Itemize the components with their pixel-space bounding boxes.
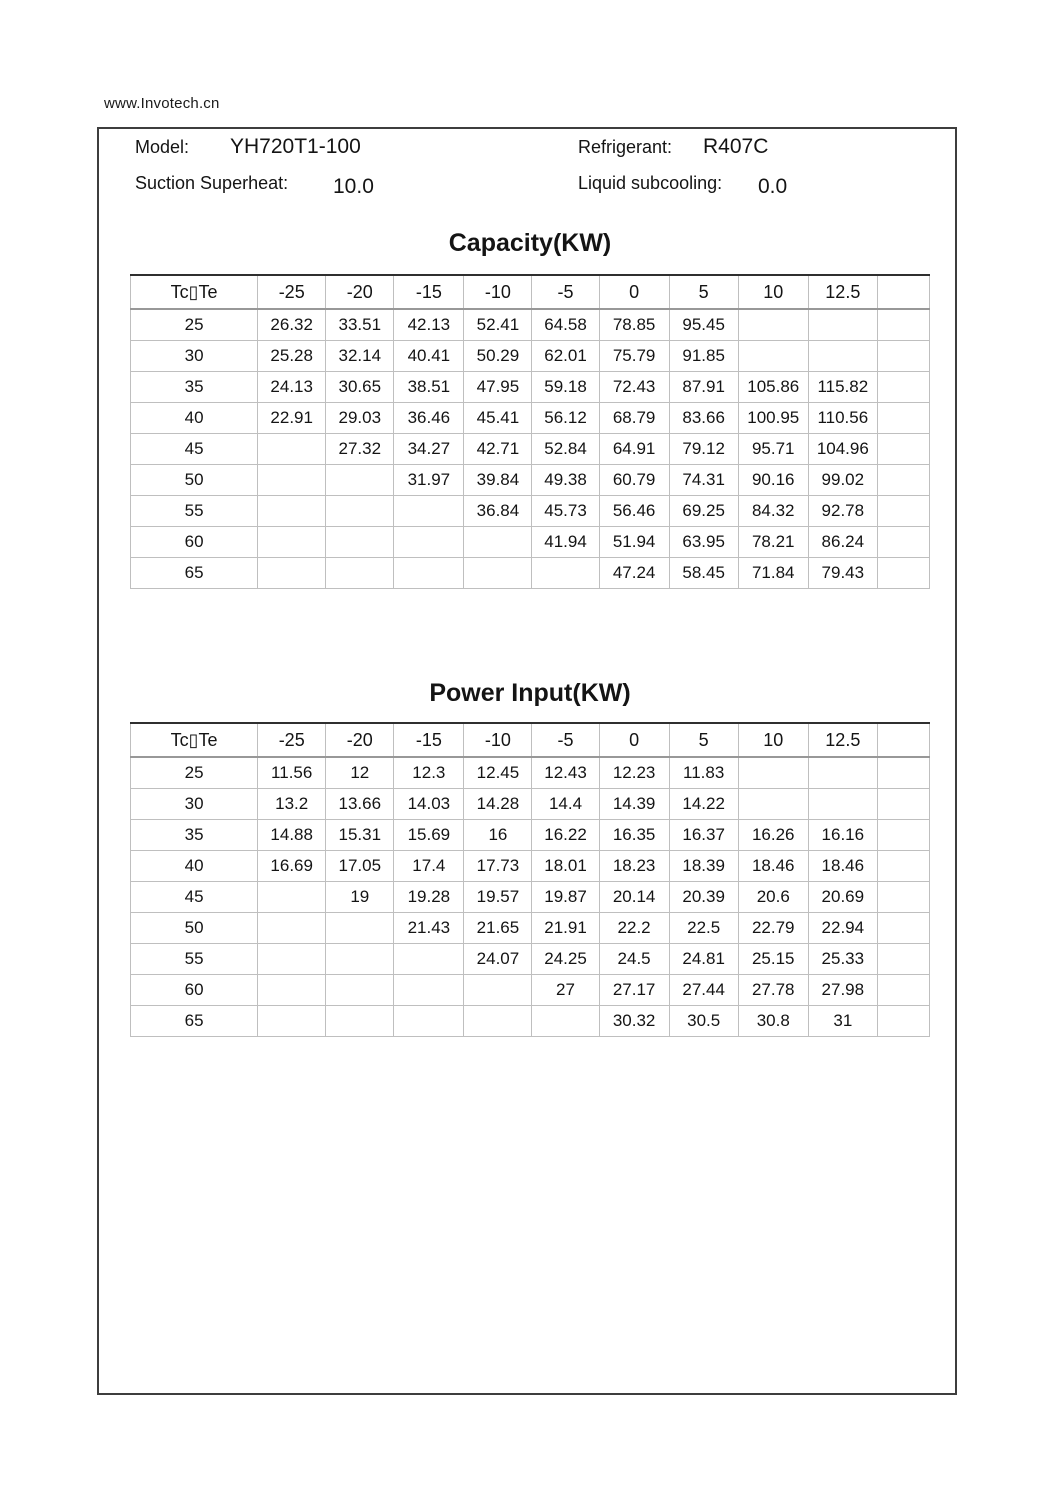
table-cell: [326, 558, 394, 589]
row-header: 25: [131, 309, 258, 341]
table-cell: 20.14: [599, 882, 669, 913]
table-cell: 16.26: [738, 820, 808, 851]
column-header: 0: [599, 723, 669, 757]
table-cell: 14.39: [599, 789, 669, 820]
table-cell: [877, 496, 929, 527]
table-cell: [877, 1006, 929, 1037]
row-header: 45: [131, 434, 258, 465]
table-cell: 64.91: [599, 434, 669, 465]
column-header: -10: [464, 275, 532, 309]
table-cell: 16.16: [808, 820, 877, 851]
table-cell: 38.51: [394, 372, 464, 403]
table-cell: 83.66: [669, 403, 738, 434]
table-cell: [258, 882, 326, 913]
table-cell: 17.73: [464, 851, 532, 882]
table-cell: [394, 944, 464, 975]
table-cell: 115.82: [808, 372, 877, 403]
table-cell: 74.31: [669, 465, 738, 496]
table-cell: 79.12: [669, 434, 738, 465]
table-cell: 14.03: [394, 789, 464, 820]
table-cell: 87.91: [669, 372, 738, 403]
table-cell: 21.43: [394, 913, 464, 944]
table-cell: 71.84: [738, 558, 808, 589]
table-cell: 16: [464, 820, 532, 851]
table-cell: [326, 527, 394, 558]
table-cell: 100.95: [738, 403, 808, 434]
table-cell: [877, 372, 929, 403]
table-header-row: [131, 275, 930, 309]
table-cell: 30.5: [669, 1006, 738, 1037]
column-header: -25: [258, 275, 326, 309]
table-cell: 36.84: [464, 496, 532, 527]
table-cell: 17.05: [326, 851, 394, 882]
table-cell: 19.87: [532, 882, 599, 913]
table-cell: 39.84: [464, 465, 532, 496]
table-cell: [877, 851, 929, 882]
liquid-subcooling-label: Liquid subcooling:: [578, 173, 723, 193]
row-header: 50: [131, 913, 258, 944]
table-cell: 12.3: [394, 757, 464, 789]
table-cell: [464, 558, 532, 589]
table-cell: [877, 882, 929, 913]
table-cell: 26.32: [258, 309, 326, 341]
table-cell: [258, 558, 326, 589]
table-cell: 14.28: [464, 789, 532, 820]
table-cell: [738, 341, 808, 372]
table-cell: [326, 944, 394, 975]
table-cell: [258, 1006, 326, 1037]
table-cell: 21.91: [532, 913, 599, 944]
table-cell: [258, 434, 326, 465]
table-cell: 14.22: [669, 789, 738, 820]
table-cell: [877, 820, 929, 851]
row-header: 45: [131, 882, 258, 913]
row-header: 25: [131, 757, 258, 789]
table-cell: [464, 975, 532, 1006]
row-header: 50: [131, 465, 258, 496]
suction-superheat-value: 10.0: [333, 175, 374, 198]
table-cell: 41.94: [532, 527, 599, 558]
table-cell: 14.88: [258, 820, 326, 851]
refrigerant-value: R407C: [703, 135, 769, 158]
table-cell: 24.25: [532, 944, 599, 975]
table-cell: [532, 558, 599, 589]
model-value: YH720T1-100: [230, 135, 361, 158]
table-cell: 47.24: [599, 558, 669, 589]
column-header: 10: [738, 723, 808, 757]
table-cell: 45.41: [464, 403, 532, 434]
table-cell: [877, 944, 929, 975]
row-header: 40: [131, 403, 258, 434]
table-cell: 20.69: [808, 882, 877, 913]
table-cell: 22.2: [599, 913, 669, 944]
table-cell: 20.39: [669, 882, 738, 913]
table-cell: 13.66: [326, 789, 394, 820]
table-cell: 78.85: [599, 309, 669, 341]
table-cell: 64.58: [532, 309, 599, 341]
table-cell: 95.45: [669, 309, 738, 341]
table-cell: 27.98: [808, 975, 877, 1006]
table-cell: [808, 757, 877, 789]
table-cell: 19.57: [464, 882, 532, 913]
row-header: 65: [131, 1006, 258, 1037]
row-header: 60: [131, 975, 258, 1006]
table-cell: 18.46: [808, 851, 877, 882]
table-cell: [394, 975, 464, 1006]
table-cell: 18.46: [738, 851, 808, 882]
table-cell: [808, 789, 877, 820]
table-cell: 19.28: [394, 882, 464, 913]
table-cell: [877, 975, 929, 1006]
table-cell: 27.78: [738, 975, 808, 1006]
table-cell: 16.69: [258, 851, 326, 882]
table-cell: 29.03: [326, 403, 394, 434]
table-cell: 105.86: [738, 372, 808, 403]
row-header: 35: [131, 820, 258, 851]
row-header: 30: [131, 341, 258, 372]
column-header: -15: [394, 723, 464, 757]
table-cell: 104.96: [808, 434, 877, 465]
table-row: [131, 882, 930, 913]
table-cell: [326, 913, 394, 944]
table-cell: [877, 434, 929, 465]
table-cell: 25.28: [258, 341, 326, 372]
column-header: -10: [464, 723, 532, 757]
column-header: -20: [326, 275, 394, 309]
table-cell: 22.91: [258, 403, 326, 434]
site-url: www.Invotech.cn: [104, 95, 220, 112]
table-cell: 45.73: [532, 496, 599, 527]
table-cell: 12: [326, 757, 394, 789]
column-header: -5: [532, 275, 599, 309]
table-cell: 42.13: [394, 309, 464, 341]
table-cell: 75.79: [599, 341, 669, 372]
table-cell: [738, 789, 808, 820]
table-cell: 17.4: [394, 851, 464, 882]
table-header-row: [131, 723, 930, 757]
table-cell: 25.33: [808, 944, 877, 975]
column-header: [877, 275, 929, 309]
table-cell: 22.79: [738, 913, 808, 944]
table-row: [131, 341, 930, 372]
table-cell: 11.83: [669, 757, 738, 789]
row-header: 35: [131, 372, 258, 403]
table-row: [131, 465, 930, 496]
table-cell: 72.43: [599, 372, 669, 403]
table-cell: 30.32: [599, 1006, 669, 1037]
corner-header-tc-te: Tc▯Te: [131, 275, 258, 309]
column-header: [877, 723, 929, 757]
column-header: -25: [258, 723, 326, 757]
table-cell: 56.12: [532, 403, 599, 434]
column-header: 10: [738, 275, 808, 309]
table-cell: [877, 465, 929, 496]
table-cell: 47.95: [464, 372, 532, 403]
table-cell: [738, 309, 808, 341]
table-cell: 27.17: [599, 975, 669, 1006]
table-cell: [877, 789, 929, 820]
table-cell: 56.46: [599, 496, 669, 527]
table-cell: 59.18: [532, 372, 599, 403]
table-cell: 11.56: [258, 757, 326, 789]
table-cell: 18.01: [532, 851, 599, 882]
table-cell: 90.16: [738, 465, 808, 496]
table-cell: 30.8: [738, 1006, 808, 1037]
table-cell: 19: [326, 882, 394, 913]
table-row: [131, 434, 930, 465]
table-cell: 99.02: [808, 465, 877, 496]
table-row: [131, 789, 930, 820]
refrigerant-label: Refrigerant:: [578, 137, 673, 157]
table-row: [131, 403, 930, 434]
table-cell: 51.94: [599, 527, 669, 558]
table-cell: 12.45: [464, 757, 532, 789]
table-cell: [394, 1006, 464, 1037]
table-cell: 52.84: [532, 434, 599, 465]
table-cell: 36.46: [394, 403, 464, 434]
row-header: 55: [131, 944, 258, 975]
table-cell: [877, 757, 929, 789]
table-cell: 84.32: [738, 496, 808, 527]
table-cell: 40.41: [394, 341, 464, 372]
table-cell: [877, 341, 929, 372]
table-cell: 24.5: [599, 944, 669, 975]
column-header: -20: [326, 723, 394, 757]
table-cell: 24.81: [669, 944, 738, 975]
table-cell: [394, 496, 464, 527]
table-cell: 63.95: [669, 527, 738, 558]
table-cell: 79.43: [808, 558, 877, 589]
table-cell: 58.45: [669, 558, 738, 589]
table-cell: 15.69: [394, 820, 464, 851]
table-cell: 27.32: [326, 434, 394, 465]
table-cell: [877, 309, 929, 341]
table-cell: 22.94: [808, 913, 877, 944]
table-cell: [738, 757, 808, 789]
table-cell: 49.38: [532, 465, 599, 496]
row-header: 40: [131, 851, 258, 882]
column-header: 12.5: [808, 275, 877, 309]
table-cell: [394, 558, 464, 589]
table-cell: [808, 309, 877, 341]
table-row: [131, 372, 930, 403]
table-cell: [326, 975, 394, 1006]
table-cell: 24.07: [464, 944, 532, 975]
table-cell: 25.15: [738, 944, 808, 975]
column-header: -5: [532, 723, 599, 757]
table-cell: 31.97: [394, 465, 464, 496]
table-row: [131, 527, 930, 558]
table-cell: [258, 944, 326, 975]
column-header: 5: [669, 275, 738, 309]
table-cell: 24.13: [258, 372, 326, 403]
table-cell: 62.01: [532, 341, 599, 372]
table-cell: [464, 527, 532, 558]
table-row: [131, 558, 930, 589]
table-row: [131, 1006, 930, 1037]
row-header: 65: [131, 558, 258, 589]
table-cell: 27.44: [669, 975, 738, 1006]
table-cell: [326, 1006, 394, 1037]
table-row: [131, 913, 930, 944]
table-cell: 27: [532, 975, 599, 1006]
table-cell: [877, 558, 929, 589]
capacity-table: [130, 274, 930, 589]
liquid-subcooling-value: 0.0: [758, 175, 788, 198]
table-row: [131, 944, 930, 975]
table-cell: 69.25: [669, 496, 738, 527]
table-cell: [326, 465, 394, 496]
column-header: 5: [669, 723, 738, 757]
table-row: [131, 851, 930, 882]
table-cell: 110.56: [808, 403, 877, 434]
table-cell: 18.23: [599, 851, 669, 882]
table-cell: 30.65: [326, 372, 394, 403]
table-cell: 20.6: [738, 882, 808, 913]
table-cell: [258, 496, 326, 527]
table-cell: 32.14: [326, 341, 394, 372]
table-cell: 50.29: [464, 341, 532, 372]
table-cell: 42.71: [464, 434, 532, 465]
table-cell: 95.71: [738, 434, 808, 465]
datasheet-frame: [97, 127, 957, 1395]
table-cell: [464, 1006, 532, 1037]
table-cell: 86.24: [808, 527, 877, 558]
table-cell: [258, 527, 326, 558]
table-cell: 52.41: [464, 309, 532, 341]
table-cell: [258, 465, 326, 496]
table-cell: 33.51: [326, 309, 394, 341]
table-cell: [258, 913, 326, 944]
table-cell: 16.35: [599, 820, 669, 851]
corner-header-tc-te: Tc▯Te: [131, 723, 258, 757]
column-header: -15: [394, 275, 464, 309]
column-header: 0: [599, 275, 669, 309]
power-input-table-title: Power Input(KW): [429, 679, 631, 707]
table-cell: 34.27: [394, 434, 464, 465]
row-header: 60: [131, 527, 258, 558]
table-cell: [532, 1006, 599, 1037]
table-cell: 78.21: [738, 527, 808, 558]
power-input-table: [130, 722, 930, 1037]
table-cell: 13.2: [258, 789, 326, 820]
column-header: 12.5: [808, 723, 877, 757]
table-cell: 18.39: [669, 851, 738, 882]
table-cell: 91.85: [669, 341, 738, 372]
table-cell: [877, 527, 929, 558]
table-row: [131, 757, 930, 789]
table-cell: 12.23: [599, 757, 669, 789]
capacity-table-title: Capacity(KW): [448, 229, 612, 257]
table-cell: 12.43: [532, 757, 599, 789]
table-cell: 68.79: [599, 403, 669, 434]
table-cell: [326, 496, 394, 527]
table-cell: 31: [808, 1006, 877, 1037]
suction-superheat-label: Suction Superheat:: [135, 173, 289, 193]
table-row: [131, 820, 930, 851]
table-cell: 92.78: [808, 496, 877, 527]
table-cell: [808, 341, 877, 372]
table-cell: 15.31: [326, 820, 394, 851]
table-cell: [394, 527, 464, 558]
table-row: [131, 496, 930, 527]
table-cell: 60.79: [599, 465, 669, 496]
table-cell: 22.5: [669, 913, 738, 944]
table-cell: 21.65: [464, 913, 532, 944]
table-cell: 14.4: [532, 789, 599, 820]
table-cell: [258, 975, 326, 1006]
table-row: [131, 309, 930, 341]
row-header: 55: [131, 496, 258, 527]
table-cell: [877, 913, 929, 944]
row-header: 30: [131, 789, 258, 820]
table-cell: 16.22: [532, 820, 599, 851]
model-label: Model:: [135, 137, 190, 157]
table-cell: 16.37: [669, 820, 738, 851]
table-row: [131, 975, 930, 1006]
table-cell: [877, 403, 929, 434]
